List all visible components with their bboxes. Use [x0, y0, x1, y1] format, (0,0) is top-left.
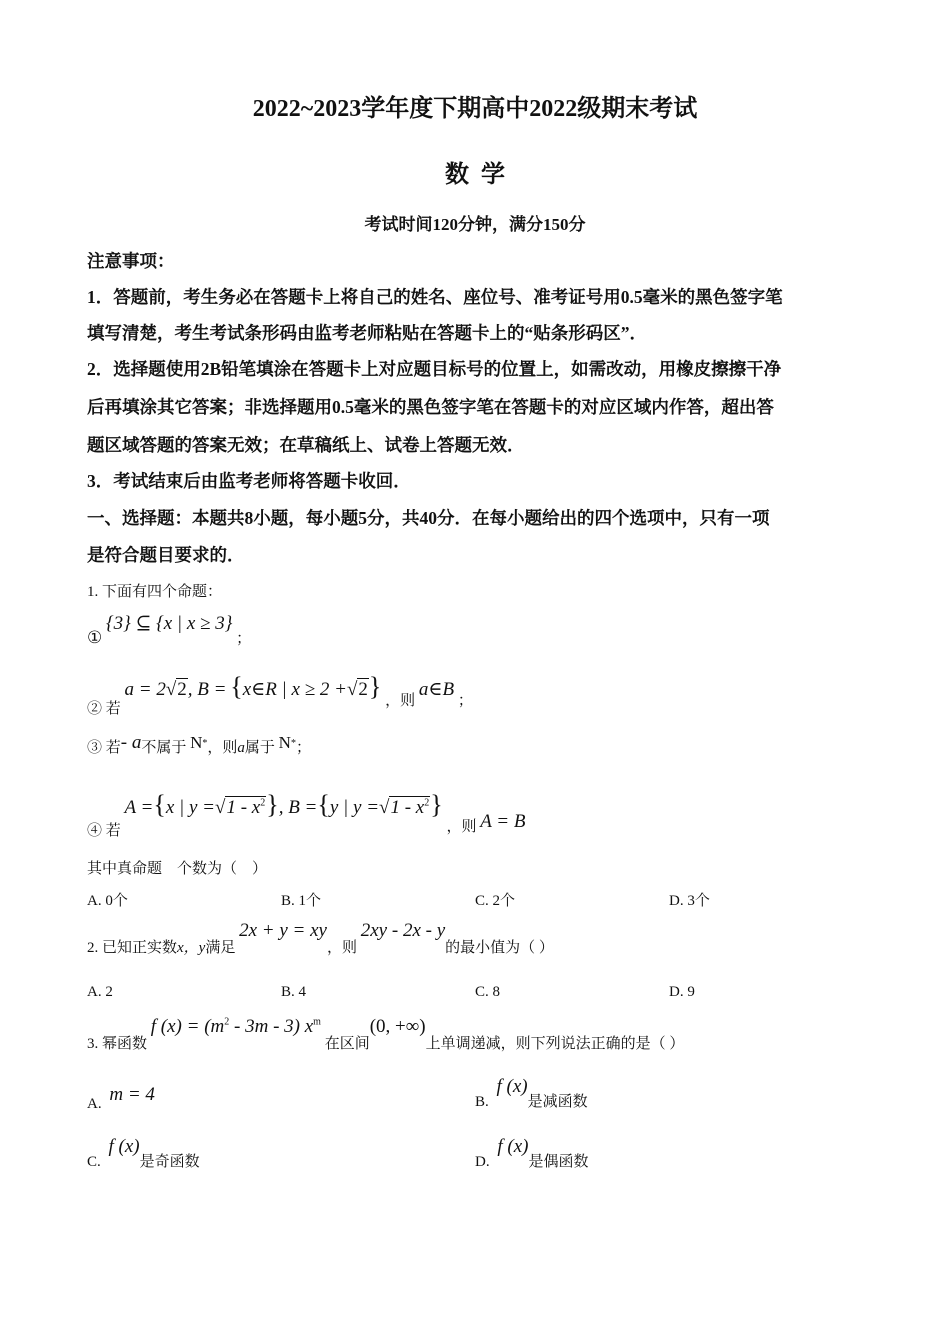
prop3-if: ③ 若: [87, 740, 121, 756]
prop-number: ①: [87, 628, 103, 647]
subject-title: 数 学: [445, 162, 505, 188]
notice-line-5: 题区域答题的答案无效；在草稿纸上、试卷上答题无效．: [87, 435, 525, 455]
prop4-A: A =: [124, 797, 154, 818]
q1-proposition-3: ③ 若- a不属于 N*，则a属于 N*；: [87, 732, 311, 756]
prop4-radicand-A: $1 - x^2$: [226, 797, 266, 818]
prop3-not-in: 不属于: [141, 740, 187, 756]
q2-option-a[interactable]: A. 2: [87, 984, 113, 1000]
prop2-set: x∈R | x ≥ 2 +: [242, 679, 347, 700]
q1-option-b[interactable]: B. 1个: [281, 893, 322, 909]
q3-option-c[interactable]: C. f (x)是奇函数: [87, 1136, 200, 1170]
q1-proposition-1: [87, 612, 252, 647]
q2-option-d[interactable]: D. 9: [669, 984, 695, 1000]
prop3-in: 属于: [244, 740, 275, 756]
prop-number: ④ 若: [87, 823, 121, 839]
q3-option-a[interactable]: A. m = 4: [87, 1084, 155, 1112]
prop2-sqrt: 2: [177, 679, 187, 700]
q1-option-c[interactable]: C. 2个: [475, 893, 516, 909]
notice-line-4: 后再填涂其它答案；非选择题用0.5毫米的黑色签字笔在答题卡的对应区域内作答，超出答: [87, 397, 774, 417]
q1-proposition-4: ④ 若 A ={x | $y =√1 - x^2$}, B ={y | $y =√1 - x^2$} ，则 A = B: [87, 790, 526, 839]
prop4-conclusion: A = B: [480, 811, 526, 832]
q3-function: f $(x) = (m^2 - 3m - 3)$ $x^m$: [150, 1016, 321, 1037]
exam-info: 考试时间120分钟，满分150分: [364, 215, 586, 234]
q2-expression: 2xy - 2x - y: [360, 920, 446, 941]
q1-option-d[interactable]: D. 3个: [669, 893, 710, 909]
q3-interval: (0, +∞): [369, 1016, 426, 1037]
prop3-then: ，则: [207, 740, 238, 756]
prop4-setB: y | y =: [329, 797, 380, 818]
notice-line-1: 1．答题前，考生务必在答题卡上将自己的姓名、座位号、准考证号用0.5毫米的黑色签字笔: [87, 287, 783, 307]
prop4-radicand-B: $1 - x^2$: [390, 797, 430, 818]
notice-line-2: 填写清楚，考生考试条形码由监考老师粘贴在答题卡上的“贴条形码区”．: [87, 323, 647, 343]
q2-option-c[interactable]: C. 8: [475, 984, 501, 1000]
prop2-math-b: , B =: [187, 679, 227, 700]
prop1-math: {3} ⊆ {x | x ≥ 3}: [106, 613, 233, 634]
q3-option-b[interactable]: B. f (x)是减函数: [475, 1076, 588, 1110]
q2-condition: 2x + y = xy: [239, 920, 327, 941]
section-heading-line-1: 一、选择题：本题共8小题，每小题5分，共40分．在每小题给出的四个选项中，只有一项: [87, 508, 770, 528]
prop2-math-a: a = 2: [124, 679, 166, 700]
q1-closing: 其中真命题 个数为（ ）: [87, 861, 268, 877]
prop2-conclusion: a∈B: [418, 679, 455, 700]
q2-stem: 2. 已知正实数x，y满足 2x + y = xy，则 2xy - 2x - y的最小值为（ ）: [87, 920, 554, 956]
prop3-neg-a: - a: [120, 732, 142, 753]
q3-option-d[interactable]: D. f (x)是偶函数: [475, 1136, 589, 1170]
q2-vars: x，y: [177, 940, 206, 956]
prop2-then: ，则: [385, 693, 416, 709]
naturals-symbol: N: [278, 733, 291, 752]
prop-number: ② 若: [87, 701, 121, 717]
notice-line-6: 3．考试结束后由监考老师将答题卡收回．: [87, 471, 411, 491]
var-a: a: [237, 740, 245, 756]
q1-stem: 1. 下面有四个命题：: [87, 584, 223, 600]
prop-end: ；: [295, 740, 311, 756]
q1-proposition-2: ② 若 a = 2√2, B = {x∈R | x ≥ 2 +√2} ，则 a∈B ；: [87, 672, 473, 717]
notice-heading: 注意事项：: [87, 251, 175, 271]
prop2-sqrt-2: 2: [358, 679, 368, 700]
prop-end: ；: [236, 631, 252, 647]
prop4-then: ，则: [446, 819, 477, 835]
prop4-setA: x | y =: [165, 797, 216, 818]
section-heading-line-2: 是符合题目要求的．: [87, 545, 245, 565]
exam-title: 2022~2023学年度下期高中2022级期末考试: [252, 96, 698, 122]
notice-line-3: 2．选择题使用2B铅笔填涂在答题卡上对应题目标号的位置上，如需改动，用橡皮擦擦干净: [87, 359, 782, 379]
naturals-symbol: N: [190, 733, 203, 752]
q1-option-a[interactable]: A. 0个: [87, 893, 128, 909]
prop4-B: , B =: [278, 797, 318, 818]
prop-end: ；: [457, 693, 473, 709]
q2-option-b[interactable]: B. 4: [281, 984, 307, 1000]
q3-stem: 3. 幂函数 f $(x) = (m^2 - 3m - 3)$ $x^m$ 在区间(0, +∞)上单调递减，则下列说法正确的是（ ）: [87, 1016, 685, 1052]
